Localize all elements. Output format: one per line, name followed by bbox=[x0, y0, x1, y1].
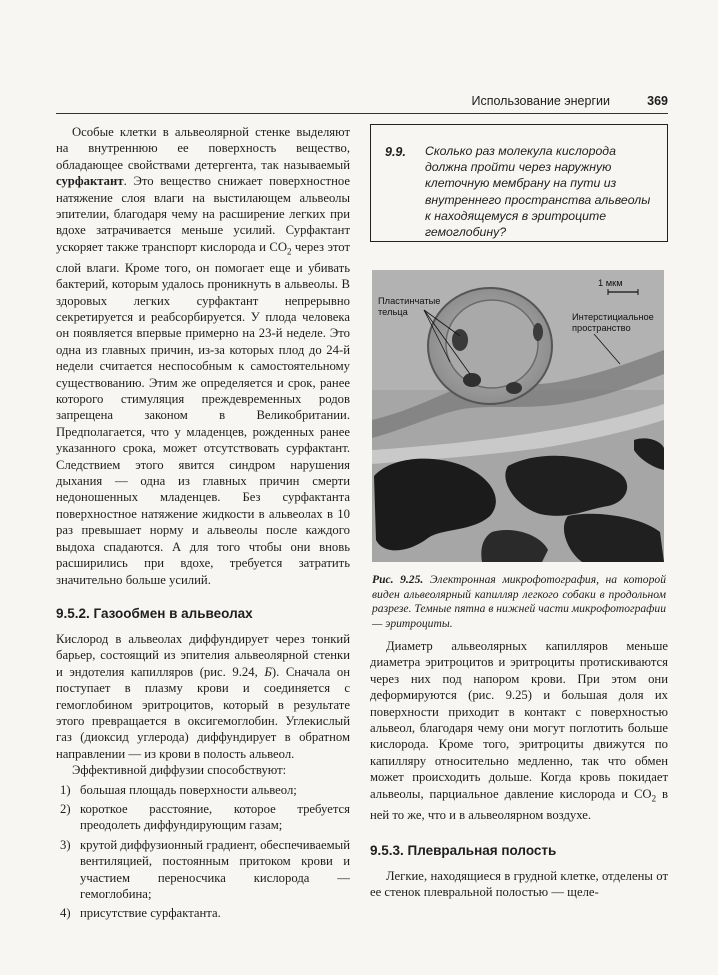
pleural-paragraph: Легкие, находящиеся в грудной клетке, отделены от ее стенок плевральной полостью — щеле- bbox=[370, 869, 668, 900]
figure-caption: Рис. 9.25. Электронная микрофотография, на которой виден альвеолярный капилляр легкого собаки в продольном разрезе. Темные пятна в нижней части микрофотографии — эритроциты. bbox=[372, 573, 666, 630]
scale-bar-label: 1 мкм bbox=[598, 278, 623, 288]
diffusion-factors-list bbox=[56, 782, 350, 922]
gas-exchange-paragraph: Кислород в альвеолах диффундирует через тонкий барьер, состоящий из эпителия альвеолярной стенки и эндотелия капилляров (рис. 9.24, Б). Сначала он поступает в плазму крови и соединяется с гемоглобином эритроцитов, который в результате этого превращается в оксигемоглобин. Углекислый газ (диоксид углерода) диффундирует в обратном направлении — из крови в полость альвеол. bbox=[56, 631, 350, 761]
section-title-gas-exchange: 9.5.2. Газообмен в альвеолах bbox=[56, 605, 253, 621]
right-text-block bbox=[370, 638, 668, 901]
question-text: Сколько раз молекула кислорода должна пройти через наружную клеточную мембрану на пути из внутреннего пространства альвеолы к находящемуся в эритроците гемоглобину? bbox=[425, 144, 651, 240]
label-lamellar-bodies: Пластинчатые тельца bbox=[378, 296, 441, 317]
page-number: 369 bbox=[647, 94, 668, 108]
left-column bbox=[56, 124, 350, 925]
list-item: 4) присутствие сурфактанта. bbox=[60, 906, 221, 921]
header-rule bbox=[56, 113, 668, 114]
list-intro: Эффективной диффузии способствуют: bbox=[72, 763, 287, 778]
list-item: 2) короткое расстояние, которое требуется преодолеть диффундирующим газам; bbox=[60, 801, 350, 833]
running-title: Использование энергии bbox=[471, 94, 610, 108]
list-item: 3) крутой диффузионный градиент, обеспечиваемый вентиляцией, постоянным притоком крови и участием переносчика кислорода — гемоглобина; bbox=[60, 837, 350, 901]
capillary-paragraph: Диаметр альвеолярных капилляров меньше диаметра эритроцитов и эритроциты протискиваются через них под напором крови. При этом они деформируются (рис. 9.25) и большая доля их поверхности приходит в контакт с поверхностью альвеол, благодаря чему они могут поглотить больше кислорода. Кроме того, эритроциты движутся по капилляру относительно медленно, так что обмен может происходить дольше. Когда кровь покидает альвеолы, парциальное давление кислорода и $CO_2$ в ней то же, что и в альвеолярном воздухе. bbox=[370, 639, 669, 822]
list-item: 1) большая площадь поверхности альвеол; bbox=[60, 782, 297, 797]
micrograph-figure bbox=[372, 270, 664, 562]
question-box bbox=[370, 124, 668, 242]
section-title-pleural: 9.5.3. Плевральная полость bbox=[370, 843, 557, 858]
label-interstitial-space: Интерстициальное пространство bbox=[572, 312, 654, 333]
surfactant-paragraph: Особые клетки в альвеолярной стенке выделяют на внутреннюю ее поверхность вещество, обладающее свойствами детергента, так называемый сурфактант. Это вещество снижает поверхностное натяжение слоя влаги на выстилающем альвеолы эпителии, благодаря чему на расширение легких при вдохе затрачивается меньше усилий. Сурфактант ускоряет также транспорт кислорода и $CO_2$ через этот слой влаги. Кроме того, он помогает еще и убивать бактерий, которым удалось проникнуть в альвеолы. В здоровых легких сурфактант непрерывно секретируется и реабсорбируется. У плода человека он появляется впервые примерно на 23-й неделе. Это одна из главных причин, из-за которых плод до 24-й недели считается неспособным к самостоятельному существованию. Этим же определяется и срок, ранее которого стимуляция преждевременных родов запрещена законом в Великобритании. Предполагается, что у младенцев, рожденных ранее указанного срока, может отсутствовать сурфактант. Следствием этого явится синдром нарушения дыхания — одна из главных причин смерти недоношенных младенцев. Без сурфактанта поверхностное натяжение жидкости в альвеолах в 10 раз превышает норму и альвеолы после каждого выдоха спадаются. А для того чтобы они вновь расширились при вдохе, требуется затратить значительно больше усилий. bbox=[56, 125, 350, 587]
question-number: 9.9. bbox=[385, 145, 406, 159]
right-column bbox=[370, 124, 668, 974]
